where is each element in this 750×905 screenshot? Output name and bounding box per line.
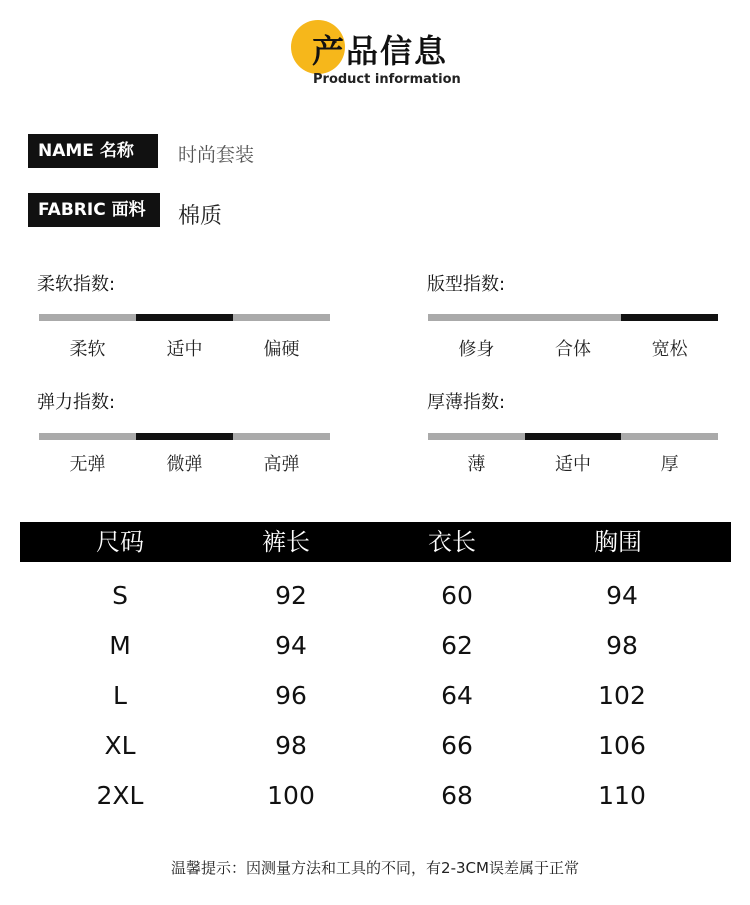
elasticity-seg-1 [39,433,136,440]
thickness-option: 薄 [467,454,486,475]
thickness-seg-1 [428,433,525,440]
fit-seg-3 [621,314,718,321]
page-subtitle: Product information [313,72,461,87]
softness-seg-3 [233,314,330,321]
name-value: 时尚套装 [178,144,255,166]
fit-index-label: 版型指数: [427,274,506,295]
cell-chest: 94 [606,581,638,610]
header-pants-length: 裤长 [262,528,310,556]
fabric-tag: FABRIC 面料 [28,193,160,227]
fit-seg-2 [525,314,622,321]
elasticity-option: 高弹 [263,454,300,475]
cell-top-length: 62 [441,631,473,660]
header-top-length: 衣长 [428,528,476,556]
elasticity-seg-2 [136,433,233,440]
measurement-note: 温馨提示：因测量方法和工具的不同，有2-3CM误差属于正常 [171,859,579,877]
fit-option: 合体 [555,339,591,360]
softness-index-bar [39,314,330,321]
elasticity-index-options [39,450,330,476]
header-chest: 胸围 [594,528,642,556]
cell-size: L [113,681,127,710]
name-tag: NAME 名称 [28,134,158,168]
fit-index-bar [428,314,718,321]
thickness-option: 适中 [555,454,591,475]
thickness-index-options [428,450,718,476]
fit-index-options [428,335,718,361]
cell-chest: 102 [598,681,646,710]
cell-top-length: 68 [441,781,473,810]
thickness-option: 厚 [660,454,679,475]
fit-option: 宽松 [651,339,688,360]
softness-option: 适中 [166,339,203,360]
cell-pants-length: 100 [267,781,315,810]
cell-top-length: 64 [441,681,473,710]
size-table-header [20,522,731,562]
thickness-seg-3 [621,433,718,440]
softness-seg-1 [39,314,136,321]
cell-top-length: 60 [441,581,473,610]
thickness-index-label: 厚薄指数: [427,392,506,413]
thickness-index-bar [428,433,718,440]
elasticity-option: 微弹 [166,454,203,475]
elasticity-option: 无弹 [69,454,106,475]
cell-top-length: 66 [441,731,473,760]
softness-option: 柔软 [69,339,106,360]
softness-index-options [39,335,330,361]
cell-size: XL [104,731,136,760]
cell-pants-length: 94 [275,631,307,660]
fit-seg-1 [428,314,525,321]
fit-option: 修身 [458,339,495,360]
elasticity-index-label: 弹力指数: [37,392,116,413]
softness-seg-2 [136,314,233,321]
cell-pants-length: 96 [275,681,307,710]
cell-chest: 110 [598,781,646,810]
cell-chest: 98 [606,631,638,660]
header-size: 尺码 [96,528,144,556]
cell-size: S [112,581,128,610]
softness-index-label: 柔软指数: [37,274,116,295]
cell-size: M [109,631,131,660]
softness-option: 偏硬 [263,339,300,360]
page-title: 产品信息 [312,32,449,70]
cell-pants-length: 92 [275,581,307,610]
cell-chest: 106 [598,731,646,760]
fabric-value: 棉质 [178,204,223,229]
elasticity-index-bar [39,433,330,440]
elasticity-seg-3 [233,433,330,440]
cell-size: 2XL [96,781,144,810]
cell-pants-length: 98 [275,731,307,760]
thickness-seg-2 [525,433,622,440]
